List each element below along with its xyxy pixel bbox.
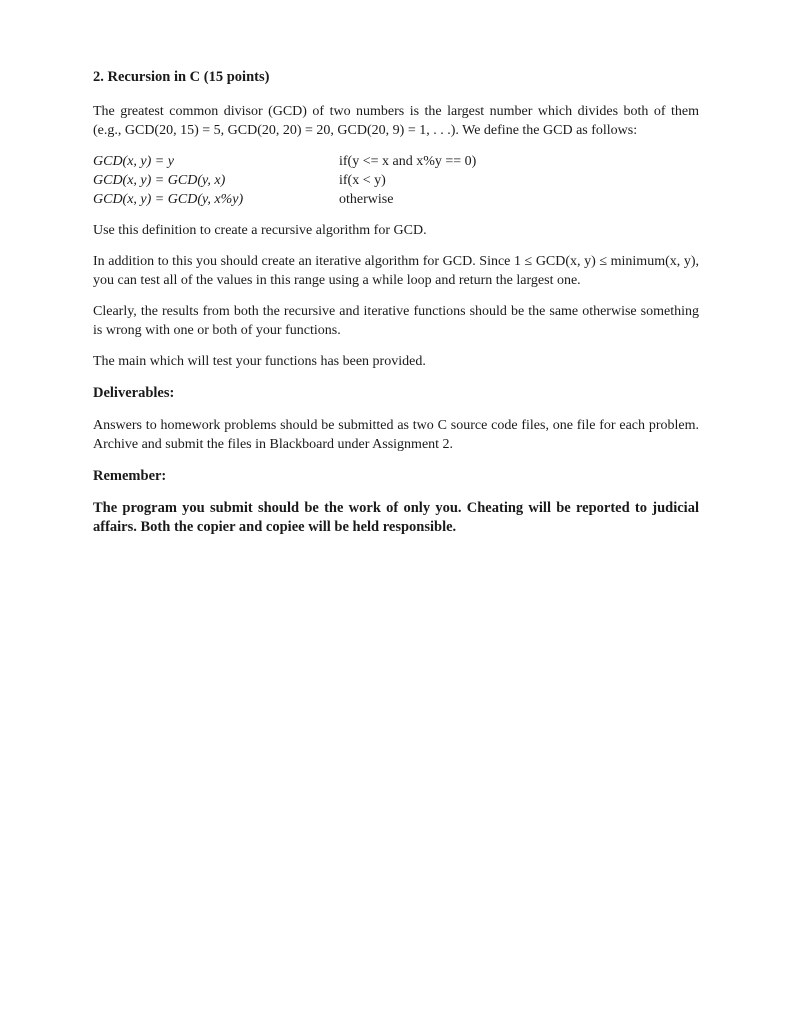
definition-equation: GCD(x, y) = GCD(y, x) [93, 173, 226, 188]
remember-heading: Remember: [93, 468, 167, 484]
definition-equation: GCD(x, y) = GCD(y, x%y) [93, 192, 244, 207]
definition-row [93, 152, 699, 171]
definition-equation: GCD(x, y) = y [93, 154, 174, 169]
definition-condition: otherwise [339, 192, 394, 207]
deliverables-paragraph: Answers to homework problems should be submitted as two C source code files, one file for each problem. Archive and submit the files in Blackboard under Assignment 2. [93, 418, 699, 452]
consistency-paragraph: Clearly, the results from both the recursive and iterative functions should be the same otherwise something is wrong with one or both of your functions. [93, 304, 699, 338]
definition-condition: if(y <= x and x%y == 0) [339, 154, 477, 169]
main-provided-paragraph: The main which will test your functions has been provided. [93, 354, 426, 369]
gcd-definition-block [93, 152, 699, 209]
iterative-paragraph: In addition to this you should create an iterative algorithm for GCD. Since 1 ≤ GCD(x, y) ≤ minimum(x, y), you can test all of the values in this range using a while loop and return the largest one. [93, 254, 699, 288]
definition-row [93, 171, 699, 190]
intro-paragraph: The greatest common divisor (GCD) of two numbers is the largest number which divides both of them (e.g., GCD(20, 15) = 5, GCD(20, 20) = 20, GCD(20, 9) = 1, . . .). We define the GCD as follows: [93, 104, 699, 138]
definition-row [93, 190, 699, 209]
document-content [93, 66, 699, 537]
definition-condition: if(x < y) [339, 173, 386, 188]
section-title: 2. Recursion in C (15 points) [93, 69, 270, 85]
academic-integrity-warning: The program you submit should be the work of only you. Cheating will be reported to judicial affairs. Both the copier and copiee will be held responsible. [93, 500, 699, 535]
recursive-paragraph: Use this definition to create a recursive algorithm for GCD. [93, 223, 427, 238]
deliverables-heading: Deliverables: [93, 385, 175, 401]
